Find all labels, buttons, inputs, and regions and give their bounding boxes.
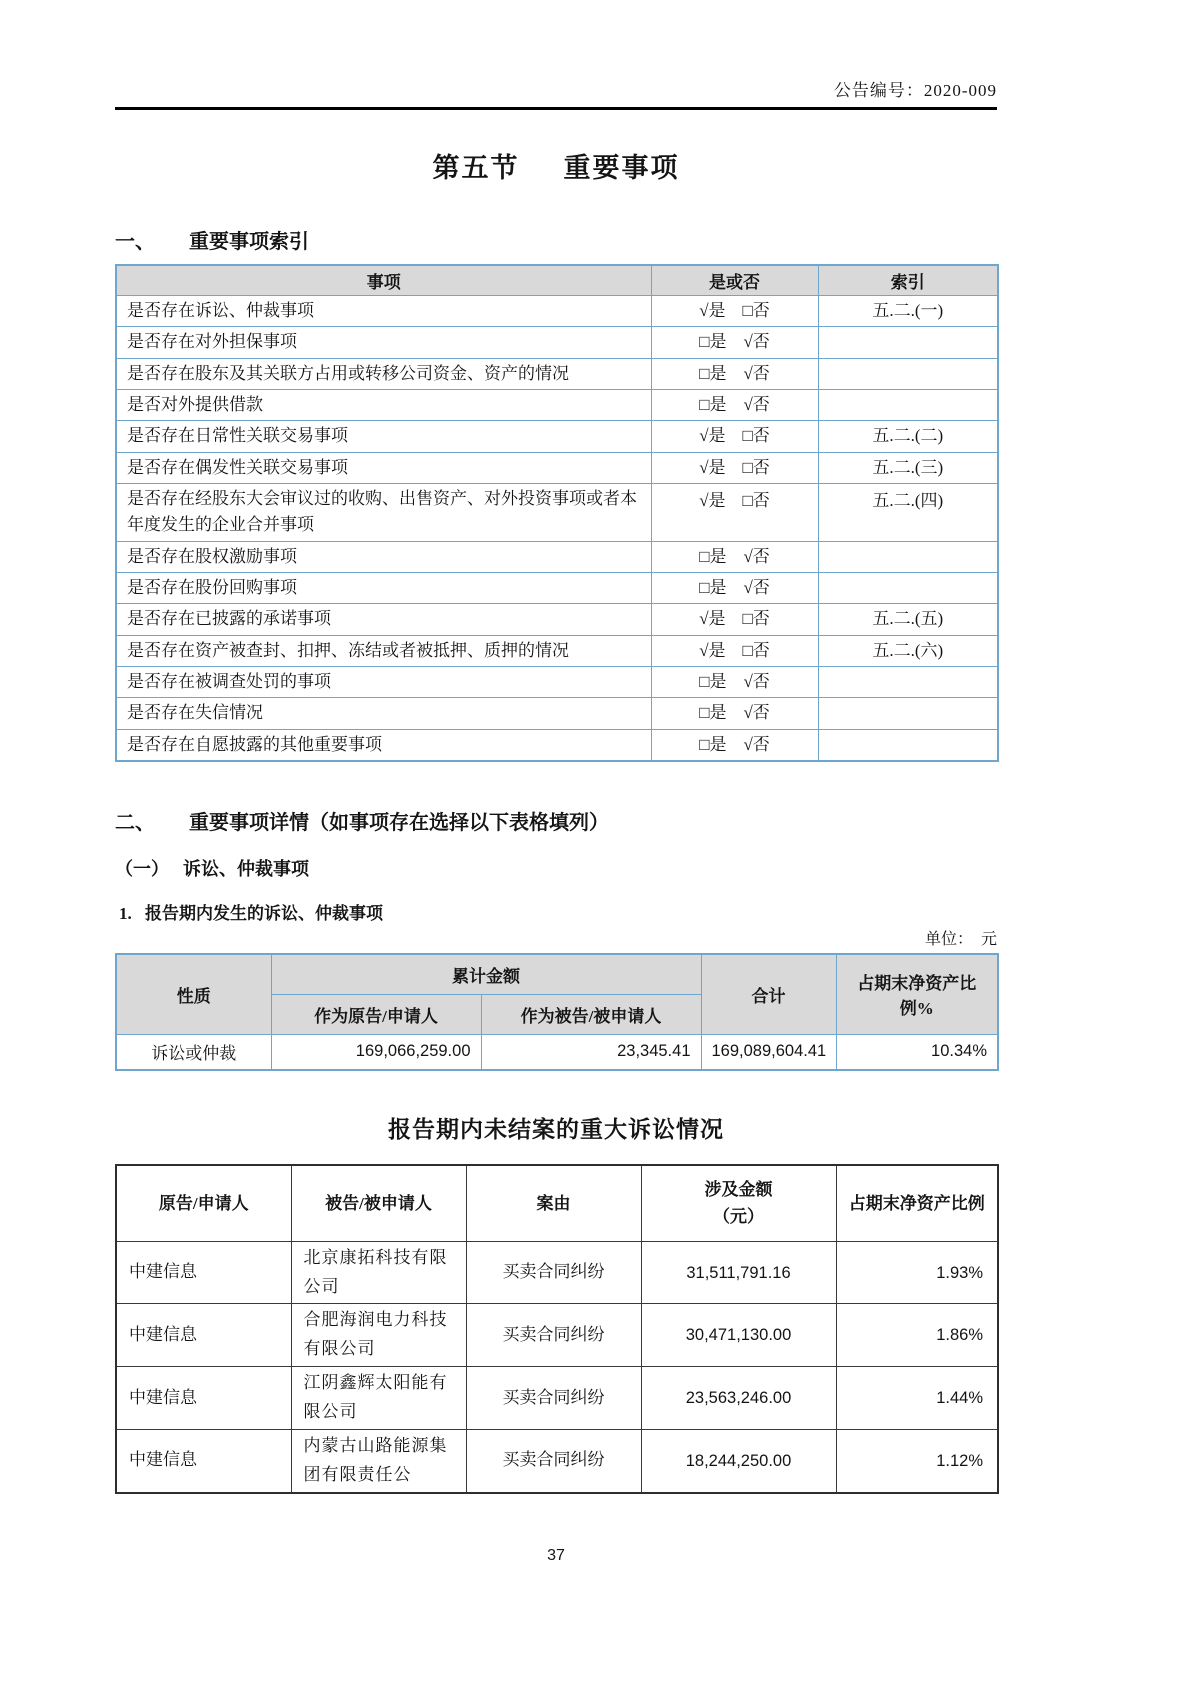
col-header-plaintiff: 原告/申请人 <box>116 1165 291 1241</box>
yesno-cell: □是 √否 <box>651 667 818 698</box>
cause-cell: 买卖合同纠纷 <box>466 1304 641 1367</box>
amount-cell: 31,511,791.16 <box>641 1241 836 1304</box>
yesno-cell: □是 √否 <box>651 573 818 604</box>
item-cell: 是否存在偶发性关联交易事项 <box>116 452 651 483</box>
cause-cell: 买卖合同纠纷 <box>466 1430 641 1493</box>
col-header-net-asset-ratio: 占期末净资产比例% <box>836 954 998 1034</box>
defendant-cell: 内蒙古山路能源集团有限责任公 <box>291 1430 466 1493</box>
amount-cell: 23,563,246.00 <box>641 1367 836 1430</box>
item-cell: 是否存在对外担保事项 <box>116 327 651 358</box>
table-header-row <box>116 265 998 296</box>
col-header-nature: 性质 <box>116 954 271 1034</box>
col-header-item: 事项 <box>116 265 651 296</box>
item-cell: 是否存在股东及其关联方占用或转移公司资金、资产的情况 <box>116 358 651 389</box>
item-cell: 是否存在诉讼、仲裁事项 <box>116 296 651 327</box>
col-header-amount <box>641 1165 836 1241</box>
ratio-cell: 1.12% <box>836 1430 998 1493</box>
as-plaintiff-amount-cell: 169,066,259.00 <box>271 1034 481 1070</box>
item-cell: 是否存在失信情况 <box>116 698 651 729</box>
ratio-cell: 1.44% <box>836 1367 998 1430</box>
yesno-cell: √是 □否 <box>651 484 818 542</box>
index-ref-cell: 五.二.(三) <box>818 452 998 483</box>
item-cell: 是否存在自愿披露的其他重要事项 <box>116 729 651 761</box>
table-row <box>116 296 998 327</box>
page-number: 37 <box>547 1547 565 1564</box>
net-asset-ratio-cell: 10.34% <box>836 1034 998 1070</box>
col-header-ratio: 占期末净资产比例 <box>836 1165 998 1241</box>
yesno-cell: √是 □否 <box>651 296 818 327</box>
item-cell: 是否存在日常性关联交易事项 <box>116 421 651 452</box>
index-ref-cell <box>818 358 998 389</box>
as-defendant-amount-cell: 23,345.41 <box>481 1034 701 1070</box>
table-row <box>116 1241 998 1304</box>
table-row <box>116 1367 998 1430</box>
yesno-cell: □是 √否 <box>651 327 818 358</box>
item-heading-text: 报告期内发生的诉讼、仲裁事项 <box>145 904 383 924</box>
col-header-total: 合计 <box>701 954 836 1034</box>
index-ref-cell <box>818 327 998 358</box>
subsection-heading-litigation <box>115 855 997 881</box>
index-ref-cell <box>818 667 998 698</box>
page-title-chapter: 第五节 <box>432 153 520 183</box>
item-cell: 是否存在股权激励事项 <box>116 541 651 572</box>
yesno-cell: √是 □否 <box>651 604 818 635</box>
table-row <box>116 358 998 389</box>
item-cell: 是否存在已披露的承诺事项 <box>116 604 651 635</box>
header-rule <box>115 107 997 110</box>
amount-cell: 30,471,130.00 <box>641 1304 836 1367</box>
col-header-amount-line2: （元） <box>713 1207 764 1227</box>
table-row <box>116 698 998 729</box>
col-header-cumulative: 累计金额 <box>271 954 701 994</box>
page-title <box>115 146 997 185</box>
ratio-cell: 1.93% <box>836 1241 998 1304</box>
item-cell: 是否存在股份回购事项 <box>116 573 651 604</box>
item-cell: 是否存在资产被查封、扣押、冻结或者被抵押、质押的情况 <box>116 635 651 666</box>
yesno-cell: □是 √否 <box>651 541 818 572</box>
plaintiff-cell: 中建信息 <box>116 1430 291 1493</box>
table-row <box>116 729 998 761</box>
col-header-amount-line1: 涉及金额 <box>704 1180 773 1200</box>
announcement-number: 公告编号：2020-009 <box>833 81 997 100</box>
col-header-as-defendant: 作为被告/被申请人 <box>481 994 701 1034</box>
table-row <box>116 1304 998 1367</box>
table-row <box>116 484 998 542</box>
yesno-cell: □是 √否 <box>651 390 818 421</box>
total-amount-cell: 169,089,604.41 <box>701 1034 836 1070</box>
yesno-cell: √是 □否 <box>651 421 818 452</box>
subsection-heading-text: 诉讼、仲裁事项 <box>183 859 309 880</box>
table-row <box>116 635 998 666</box>
yesno-cell: √是 □否 <box>651 452 818 483</box>
ratio-cell: 1.86% <box>836 1304 998 1367</box>
col-header-as-plaintiff: 作为原告/申请人 <box>271 994 481 1034</box>
table-row <box>116 390 998 421</box>
index-ref-cell <box>818 729 998 761</box>
litigation-amount-table <box>115 953 999 1071</box>
section-heading-text: 重要事项详情（如事项存在选择以下表格填列） <box>189 812 609 835</box>
important-matters-index-table <box>115 264 999 762</box>
index-ref-cell <box>818 698 998 729</box>
item-number: 1. <box>119 904 132 924</box>
table-row <box>116 604 998 635</box>
index-ref-cell <box>818 573 998 604</box>
plaintiff-cell: 中建信息 <box>116 1304 291 1367</box>
index-ref-cell <box>818 541 998 572</box>
table-header-row <box>116 954 998 994</box>
section-heading-index <box>115 225 997 254</box>
defendant-cell: 北京康拓科技有限公司 <box>291 1241 466 1304</box>
table-row <box>116 1034 998 1070</box>
col-header-defendant: 被告/被申请人 <box>291 1165 466 1241</box>
item-heading-litigation-period <box>115 899 997 924</box>
cause-cell: 买卖合同纠纷 <box>466 1367 641 1430</box>
section-number: 一、 <box>115 231 155 253</box>
section-number: 二、 <box>115 812 155 835</box>
table-row <box>116 1430 998 1493</box>
index-ref-cell: 五.二.(四) <box>818 484 998 542</box>
plaintiff-cell: 中建信息 <box>116 1241 291 1304</box>
pending-litigation-table <box>115 1164 999 1494</box>
table-row <box>116 541 998 572</box>
nature-cell: 诉讼或仲裁 <box>116 1034 271 1070</box>
yesno-cell: □是 √否 <box>651 358 818 389</box>
page-title-text: 重要事项 <box>563 153 680 183</box>
section-heading-details <box>115 806 997 835</box>
table-header-row <box>116 1165 998 1241</box>
defendant-cell: 合肥海润电力科技有限公司 <box>291 1304 466 1367</box>
item-cell: 是否存在被调查处罚的事项 <box>116 667 651 698</box>
defendant-cell: 江阴鑫辉太阳能有限公司 <box>291 1367 466 1430</box>
table-row <box>116 327 998 358</box>
item-cell: 是否存在经股东大会审议过的收购、出售资产、对外投资事项或者本年度发生的企业合并事项 <box>116 484 651 542</box>
index-ref-cell: 五.二.(一) <box>818 296 998 327</box>
col-header-cause: 案由 <box>466 1165 641 1241</box>
unit-label: 单位： 元 <box>924 931 997 949</box>
index-ref-cell <box>818 390 998 421</box>
index-ref-cell: 五.二.(二) <box>818 421 998 452</box>
table-row <box>116 452 998 483</box>
amount-cell: 18,244,250.00 <box>641 1430 836 1493</box>
index-ref-cell: 五.二.(五) <box>818 604 998 635</box>
table-row <box>116 421 998 452</box>
index-ref-cell: 五.二.(六) <box>818 635 998 666</box>
plaintiff-cell: 中建信息 <box>116 1367 291 1430</box>
pending-litigation-title: 报告期内未结案的重大诉讼情况 <box>388 1117 724 1143</box>
subsection-number: （一） <box>115 859 169 880</box>
table-row <box>116 573 998 604</box>
col-header-index: 索引 <box>818 265 998 296</box>
col-header-yesno: 是或否 <box>651 265 818 296</box>
yesno-cell: □是 √否 <box>651 729 818 761</box>
yesno-cell: √是 □否 <box>651 635 818 666</box>
cause-cell: 买卖合同纠纷 <box>466 1241 641 1304</box>
item-cell: 是否对外提供借款 <box>116 390 651 421</box>
section-heading-text: 重要事项索引 <box>189 231 309 253</box>
yesno-cell: □是 √否 <box>651 698 818 729</box>
table-row <box>116 667 998 698</box>
